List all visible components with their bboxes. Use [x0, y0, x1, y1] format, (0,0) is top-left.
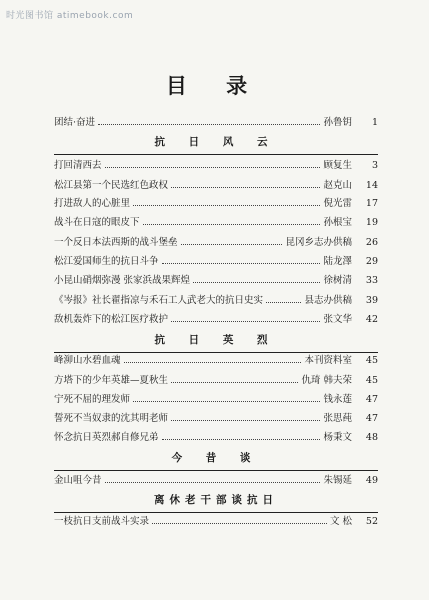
leader-dots	[105, 167, 321, 168]
toc-entry[interactable]	[54, 159, 378, 172]
toc-entry[interactable]	[54, 216, 378, 229]
entry-title: 打进敌人的心脏里	[54, 198, 131, 209]
entry-title: 团结·奋进	[54, 117, 96, 128]
entry-author: 本刊资料室	[304, 355, 352, 366]
section-heading	[54, 448, 378, 471]
entry-title: 战斗在日寇的眼皮下	[54, 217, 140, 228]
toc-entry[interactable]	[54, 236, 378, 249]
entry-page: 48	[365, 432, 378, 443]
entry-page: 42	[365, 314, 378, 325]
toc-entry[interactable]	[54, 431, 378, 444]
entry-title: 小昆山硝烟弥漫 张家浜战果辉煌	[54, 275, 191, 286]
toc-entry[interactable]	[54, 255, 378, 268]
entry-author: 顾复生	[323, 160, 352, 171]
section-heading	[54, 132, 378, 155]
leader-dots	[143, 224, 321, 225]
entry-page: 49	[365, 475, 378, 486]
section-heading	[54, 330, 378, 353]
section-title: 今 昔 谈	[171, 452, 261, 464]
entry-author: 孙根宝	[323, 217, 352, 228]
section-heading	[54, 490, 378, 513]
leader-dots	[171, 321, 320, 322]
leader-dots	[105, 482, 321, 483]
entry-title: 打回清西去	[54, 160, 102, 171]
entry-author: 县志办供稿	[304, 295, 352, 306]
entry-title: 敌机轰炸下的松江医疗救护	[54, 314, 169, 325]
entry-author: 朱锡延	[323, 475, 352, 486]
entry-title: 松江县第一个民选红色政权	[54, 180, 169, 191]
leader-dots	[266, 302, 301, 303]
toc-entry[interactable]	[54, 294, 378, 307]
entry-title: 《岑报》社长翟指凉与禾石工人武老大的抗日史实	[54, 295, 264, 306]
leader-dots	[171, 420, 320, 421]
entry-title: 誓死不当奴隶的沈其明老师	[54, 413, 169, 424]
entry-title: 一个反日本法西斯的战斗堡垒	[54, 237, 178, 248]
toc-entry[interactable]	[54, 515, 378, 528]
entry-title: 宁死不屈的理发师	[54, 394, 131, 405]
leader-dots	[133, 401, 320, 402]
section-title: 抗 日 英 烈	[154, 334, 278, 346]
page-title: 目 录	[165, 73, 264, 98]
entry-page: 19	[365, 217, 378, 228]
leader-dots	[193, 282, 320, 283]
entry-author: 徐树清	[323, 275, 352, 286]
toc-entry[interactable]	[54, 274, 378, 287]
entry-page: 45	[365, 355, 378, 366]
entry-author: 钱永莲	[323, 394, 352, 405]
entry-author: 文 松	[329, 516, 352, 527]
leader-dots	[124, 362, 302, 363]
entry-title: 方塔下的少年英雄—夏秋生	[54, 375, 169, 386]
section-title: 离休老干部谈抗日	[154, 494, 278, 506]
watermark-text: 时光图书馆 atimebook.com	[6, 11, 134, 21]
toc-entry[interactable]	[54, 354, 378, 367]
leader-dots	[98, 124, 320, 125]
leader-dots	[171, 382, 298, 383]
entry-author: 孙鲁钥	[323, 117, 352, 128]
entry-page: 3	[371, 160, 378, 171]
toc-entry[interactable]	[54, 116, 378, 129]
entry-page: 1	[371, 117, 378, 128]
entry-title: 金山咀今昔	[54, 475, 102, 486]
entry-author: 杨秉文	[323, 432, 352, 443]
toc-entry[interactable]	[54, 412, 378, 425]
entry-author: 张文华	[323, 314, 352, 325]
toc-entry[interactable]	[54, 474, 378, 487]
entry-author: 昆冈乡志办供稿	[285, 237, 352, 248]
entry-page: 39	[365, 295, 378, 306]
entry-page: 47	[365, 413, 378, 424]
leader-dots	[181, 244, 283, 245]
entry-author: 倪光雷	[323, 198, 352, 209]
entry-page: 47	[365, 394, 378, 405]
entry-page: 45	[365, 375, 378, 386]
leader-dots	[162, 439, 321, 440]
entry-title: 怀念抗日英烈郝自修兄弟	[54, 432, 159, 443]
entry-author: 赵克山	[323, 180, 352, 191]
entry-page: 26	[365, 237, 378, 248]
leader-dots	[152, 523, 327, 524]
toc-entry[interactable]	[54, 197, 378, 210]
section-title: 抗 日 风 云	[154, 136, 278, 148]
entry-title: 松江爱国师生的抗日斗争	[54, 256, 159, 267]
entry-page: 29	[365, 256, 378, 267]
entry-page: 14	[365, 180, 378, 191]
entry-title: 一枝抗日支前战斗实录	[54, 516, 150, 527]
leader-dots	[171, 187, 320, 188]
entry-page: 17	[365, 198, 378, 209]
entry-author: 张思莼	[323, 413, 352, 424]
entry-title: 峰泖山水碧血魂	[54, 355, 121, 366]
toc-entry[interactable]	[54, 374, 378, 387]
toc-entry[interactable]	[54, 313, 378, 326]
leader-dots	[162, 263, 321, 264]
entry-page: 52	[365, 516, 378, 527]
toc-entry[interactable]	[54, 179, 378, 192]
toc-entry[interactable]	[54, 393, 378, 406]
entry-author: 陆龙澤	[323, 256, 352, 267]
entry-page: 33	[365, 275, 378, 286]
entry-author: 仇琦 韩夫荣	[301, 375, 352, 386]
leader-dots	[133, 205, 320, 206]
